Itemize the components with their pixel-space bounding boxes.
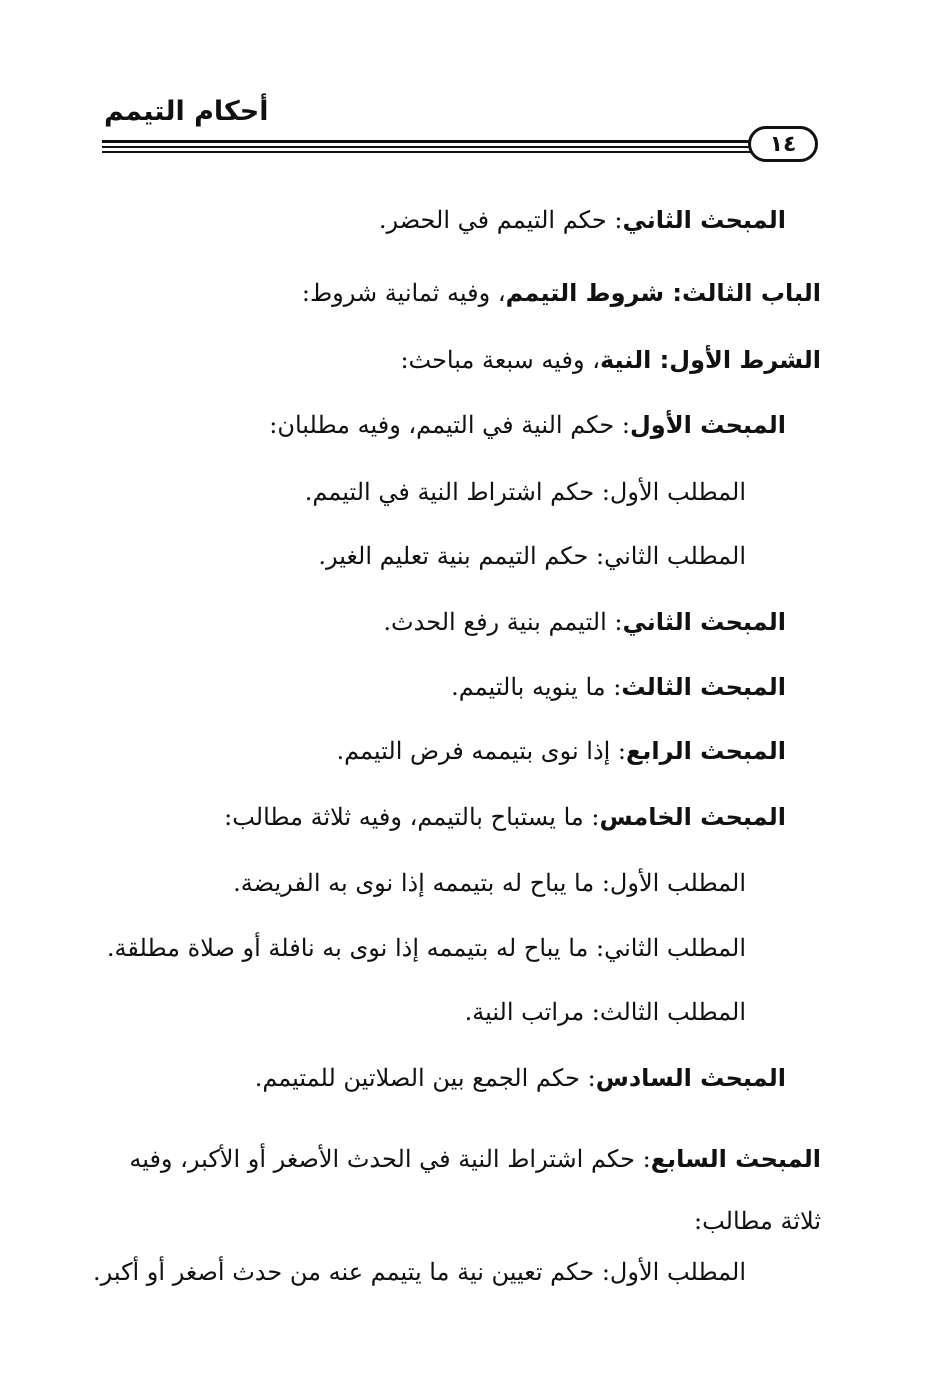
- toc-line-text: : حكم النية في التيمم، وفيه مطلبان:: [269, 411, 630, 439]
- running-title: أحكام التيمم: [104, 96, 269, 127]
- toc-line-label: المبحث الأول: [629, 411, 786, 439]
- toc-line-text: : ما يستباح بالتيمم، وفيه ثلاثة مطالب:: [224, 803, 600, 831]
- toc-line-label: المبحث السادس: [595, 1064, 786, 1092]
- toc-line-text: المطلب الأول: حكم اشتراط النية في التيمم.: [304, 478, 746, 506]
- toc-line-label: المبحث الخامس: [599, 803, 786, 831]
- toc-line-label: الباب الثالث: شروط التيمم: [505, 279, 821, 307]
- toc-line-text: المطلب الأول: ما يباح له بتيممه إذا نوى به الفريضة.: [233, 869, 746, 897]
- toc-line-label: المبحث الثالث: [621, 673, 786, 701]
- toc-line-text: : ما ينويه بالتيمم.: [451, 673, 622, 701]
- toc-line-text: ، وفيه ثمانية شروط:: [301, 279, 506, 307]
- toc-line: [255, 1064, 786, 1093]
- toc-line: [233, 869, 746, 898]
- toc-line-text: المطلب الثاني: ما يباح له بتيممه إذا نوى به نافلة أو صلاة مطلقة.: [106, 934, 746, 962]
- toc-line: [318, 542, 746, 571]
- header-rule-middle: [102, 146, 754, 148]
- toc-line-text: : إذا نوى بتيممه فرض التيمم.: [336, 737, 627, 765]
- toc-line: [383, 608, 786, 637]
- toc-line: [224, 803, 786, 832]
- toc-line-text: : التيمم بنية رفع الحدث.: [383, 608, 623, 636]
- toc-line-text: المطلب الأول: حكم تعيين نية ما يتيمم عنه من حدث أصغر أو أكبر.: [92, 1258, 746, 1286]
- toc-line: [451, 673, 786, 702]
- toc-line-label: المبحث السابع: [650, 1145, 821, 1173]
- toc-line-label: المبحث الثاني: [622, 608, 786, 636]
- toc-line: [400, 346, 821, 375]
- toc-line: [100, 1128, 821, 1253]
- toc-line: [302, 279, 821, 308]
- header-rule-top: [102, 140, 754, 143]
- toc-line-text: المطلب الثالث: مراتب النية.: [464, 998, 746, 1026]
- toc-line-label: المبحث الرابع: [626, 737, 786, 765]
- toc-line: [93, 1258, 746, 1287]
- toc-line-text: المطلب الثاني: حكم التيمم بنية تعليم الغير.: [318, 542, 746, 570]
- toc-line: [379, 206, 786, 235]
- toc-line: [465, 998, 746, 1027]
- toc-line: [269, 411, 786, 440]
- header-rule-bottom: [102, 151, 754, 153]
- toc-line-text: : حكم التيمم في الحضر.: [378, 206, 623, 234]
- toc-line: [336, 737, 786, 766]
- toc-line-text: : حكم اشتراط النية في الحدث الأصغر أو الأكبر، وفيه ثلاثة مطالب:: [129, 1145, 821, 1236]
- toc-line-text: : حكم الجمع بين الصلاتين للمتيمم.: [254, 1064, 596, 1092]
- toc-line: [107, 934, 746, 963]
- toc-line-label: المبحث الثاني: [622, 206, 786, 234]
- toc-line-text: ، وفيه سبعة مباحث:: [400, 346, 600, 374]
- toc-line-label: الشرط الأول: النية: [599, 346, 821, 374]
- toc-line: [305, 478, 746, 507]
- page-number: ١٤: [748, 126, 818, 162]
